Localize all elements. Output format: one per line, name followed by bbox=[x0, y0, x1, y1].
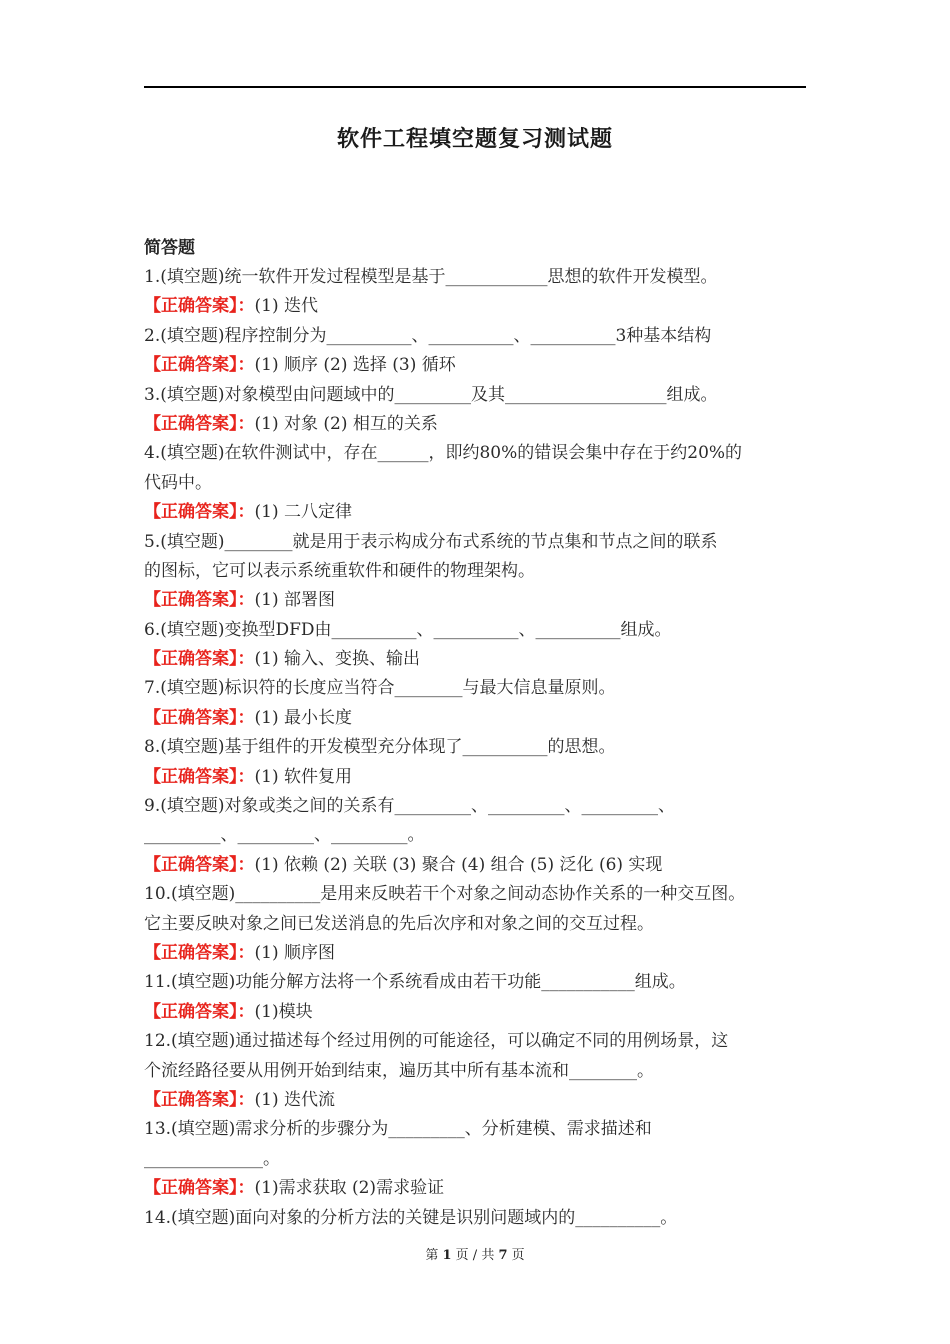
page-footer bbox=[0, 1244, 950, 1263]
question-line: 1.(填空题)统一软件开发过程模型是基于____________思想的软件开发模型。 bbox=[144, 267, 718, 287]
document-body bbox=[144, 234, 816, 1233]
question-line: 13.(填空题)需求分析的步骤分为_________、分析建模、需求描述和 bbox=[144, 1119, 652, 1140]
question-line: 6.(填空题)变换型DFD由__________、__________、__________组成。 bbox=[144, 619, 672, 640]
answer-text: (1) 顺序 (2) 选择 (3) 循环 bbox=[254, 355, 456, 376]
page-title: 软件工程填空题复习测试题 bbox=[336, 127, 613, 152]
question-list bbox=[144, 263, 816, 1233]
answer-label: 【正确答案】： bbox=[144, 649, 255, 670]
question-line: 11.(填空题)功能分解方法将一个系统看成由若干功能___________组成。 bbox=[144, 972, 686, 993]
answer-text: (1) 迭代流 bbox=[254, 1089, 335, 1110]
answer-label: 【正确答案】： bbox=[144, 707, 255, 728]
answer-line bbox=[144, 292, 816, 321]
answer-text: (1) 依赖 (2) 关联 (3) 聚合 (4) 组合 (5) 泛化 (6) 实现 bbox=[254, 854, 663, 875]
answer-label: 【正确答案】： bbox=[144, 590, 255, 611]
answer-line bbox=[144, 498, 816, 527]
question-line: 8.(填空题)基于组件的开发模型充分体现了__________的思想。 bbox=[144, 737, 616, 758]
answer-text: (1) 二八定律 bbox=[254, 502, 352, 523]
footer-middle: 页 / 共 bbox=[455, 1248, 495, 1263]
answer-line bbox=[144, 763, 816, 792]
question-line: 个流经路径要从用例开始到结束，遍历其中所有基本流和________。 bbox=[144, 1060, 654, 1081]
footer-suffix: 页 bbox=[511, 1248, 525, 1263]
answer-label: 【正确答案】： bbox=[144, 942, 255, 963]
answer-text: (1) 迭代 bbox=[254, 296, 318, 317]
answer-label: 【正确答案】： bbox=[144, 413, 255, 434]
section-heading: 简答题 bbox=[144, 238, 195, 258]
footer-prefix: 第 bbox=[425, 1248, 439, 1263]
answer-label: 【正确答案】： bbox=[144, 766, 255, 787]
footer-page-number: 1 bbox=[442, 1248, 452, 1263]
answer-label: 【正确答案】： bbox=[144, 502, 255, 523]
answer-line bbox=[144, 1086, 816, 1115]
question-line: 的图标，它可以表示系统重软件和硬件的物理架构。 bbox=[144, 560, 535, 581]
answer-text: (1) 顺序图 bbox=[254, 942, 335, 963]
answer-line bbox=[144, 851, 816, 880]
answer-text: (1)模块 bbox=[254, 1001, 313, 1022]
answer-line bbox=[144, 998, 816, 1027]
answer-label: 【正确答案】： bbox=[144, 296, 255, 317]
answer-line bbox=[144, 704, 816, 733]
answer-line bbox=[144, 586, 816, 615]
question-line: 9.(填空题)对象或类之间的关系有_________、_________、_________、 bbox=[144, 796, 675, 817]
answer-label: 【正确答案】： bbox=[144, 355, 255, 376]
question-line: 5.(填空题)________就是用于表示构成分布式系统的节点集和节点之间的联系 bbox=[144, 531, 718, 552]
header-rule bbox=[144, 86, 806, 88]
question-line: 12.(填空题)通过描述每个经过用例的可能途径，可以确定不同的用例场景，这 bbox=[144, 1031, 729, 1052]
answer-text: (1)需求获取 (2)需求验证 bbox=[254, 1178, 445, 1199]
question-line: 10.(填空题)__________是用来反映若干个对象之间动态协作关系的一种交互图。 bbox=[144, 884, 746, 905]
question-line: 代码中。 bbox=[144, 472, 212, 493]
answer-text: (1) 软件复用 bbox=[254, 766, 352, 787]
question-line: ______________。 bbox=[144, 1148, 280, 1169]
question-line: 2.(填空题)程序控制分为__________、__________、__________3种基本结构 bbox=[144, 325, 712, 346]
question-line: 14.(填空题)面向对象的分析方法的关键是识别问题域内的__________。 bbox=[144, 1207, 678, 1228]
answer-text: (1) 输入、变换、输出 bbox=[254, 649, 420, 670]
answer-label: 【正确答案】： bbox=[144, 1089, 255, 1110]
answer-text: (1) 部署图 bbox=[254, 590, 335, 611]
answer-label: 【正确答案】： bbox=[144, 1001, 255, 1022]
answer-line bbox=[144, 351, 816, 380]
answer-label: 【正确答案】： bbox=[144, 854, 255, 875]
question-line: 4.(填空题)在软件测试中，存在______，即约80%的错误会集中存在于约20%的 bbox=[144, 443, 743, 464]
answer-line bbox=[144, 410, 816, 439]
answer-text: (1) 对象 (2) 相互的关系 bbox=[254, 413, 438, 434]
answer-label: 【正确答案】： bbox=[144, 1178, 255, 1199]
answer-line bbox=[144, 939, 816, 968]
answer-line bbox=[144, 645, 816, 674]
question-line: 3.(填空题)对象模型由问题域中的_________及其___________________组成。 bbox=[144, 384, 718, 405]
question-line: 7.(填空题)标识符的长度应当符合________与最大信息量原则。 bbox=[144, 678, 616, 699]
answer-text: (1) 最小长度 bbox=[254, 707, 352, 728]
footer-total-pages: 7 bbox=[498, 1248, 508, 1263]
answer-line bbox=[144, 1174, 816, 1203]
question-line: _________、_________、_________。 bbox=[144, 825, 425, 846]
question-line: 它主要反映对象之间已发送消息的先后次序和对象之间的交互过程。 bbox=[144, 913, 654, 934]
